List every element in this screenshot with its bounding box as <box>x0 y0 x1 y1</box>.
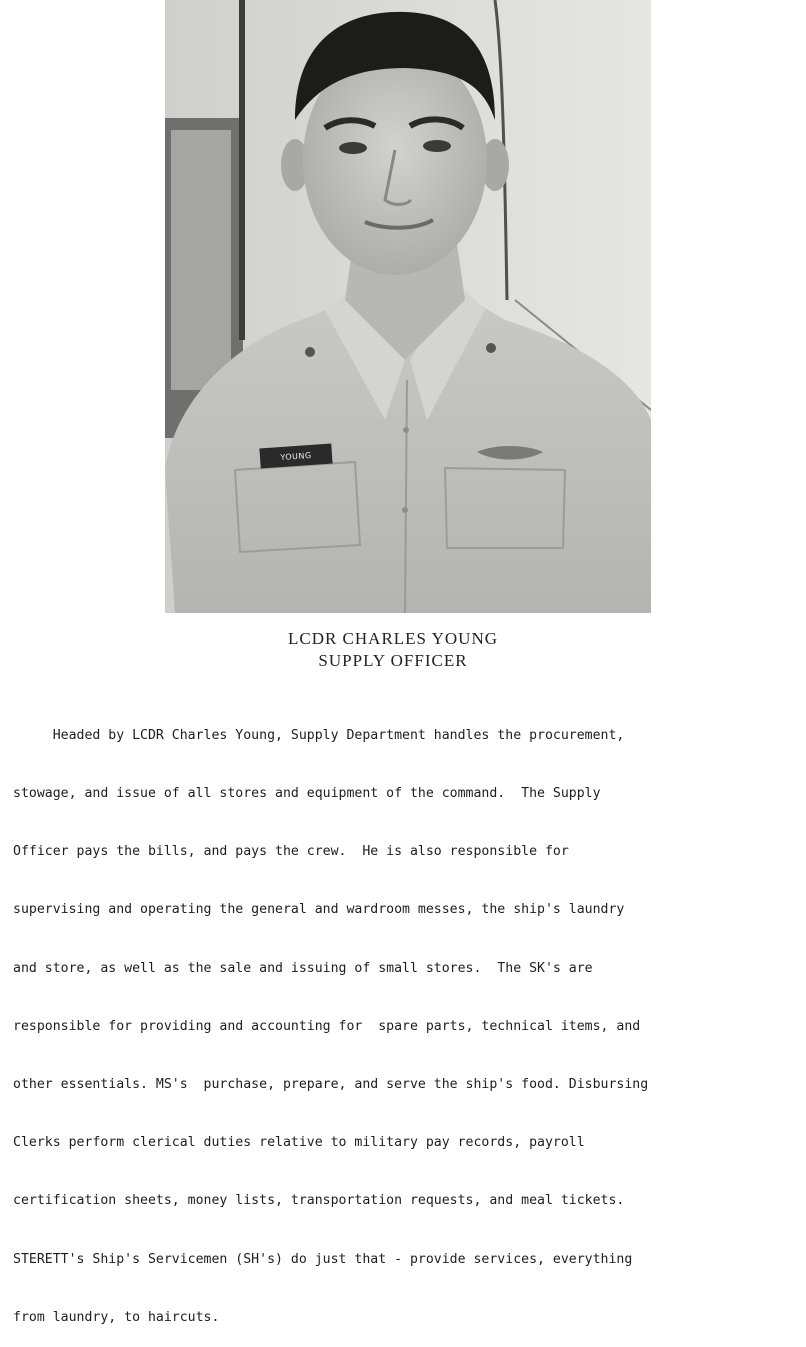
description-line: responsible for providing and accounting for spare parts, technical items, and <box>13 1018 641 1034</box>
officer-title-caption: SUPPLY OFFICER <box>318 651 468 670</box>
description-line: from laundry, to haircuts. <box>13 1309 220 1325</box>
officer-name-caption: LCDR CHARLES YOUNG <box>287 629 499 648</box>
description-line: STERETT's Ship's Servicemen (SH's) do just that - provide services, everything <box>13 1251 633 1267</box>
officer-portrait-photo <box>165 0 651 613</box>
description-line: Clerks perform clerical duties relative to military pay records, payroll <box>13 1135 585 1151</box>
name-tag-label: YOUNG <box>280 450 312 463</box>
description-line: supervising and operating the general and wardroom messes, the ship's laundry <box>13 902 625 918</box>
department-description <box>13 687 803 1347</box>
description-line: stowage, and issue of all stores and equipment of the command. The Supply <box>13 786 601 802</box>
description-line: certification sheets, money lists, transportation requests, and meal tickets. <box>13 1193 625 1209</box>
description-line: other essentials. MS's purchase, prepare, and serve the ship's food. Disbursing <box>13 1077 649 1093</box>
portrait-illustration <box>165 0 651 613</box>
description-line: Headed by LCDR Charles Young, Supply Department handles the procurement, <box>13 727 625 743</box>
description-line: and store, as well as the sale and issuing of small stores. The SK's are <box>13 960 593 976</box>
description-line: Officer pays the bills, and pays the crew. He is also responsible for <box>13 844 569 860</box>
